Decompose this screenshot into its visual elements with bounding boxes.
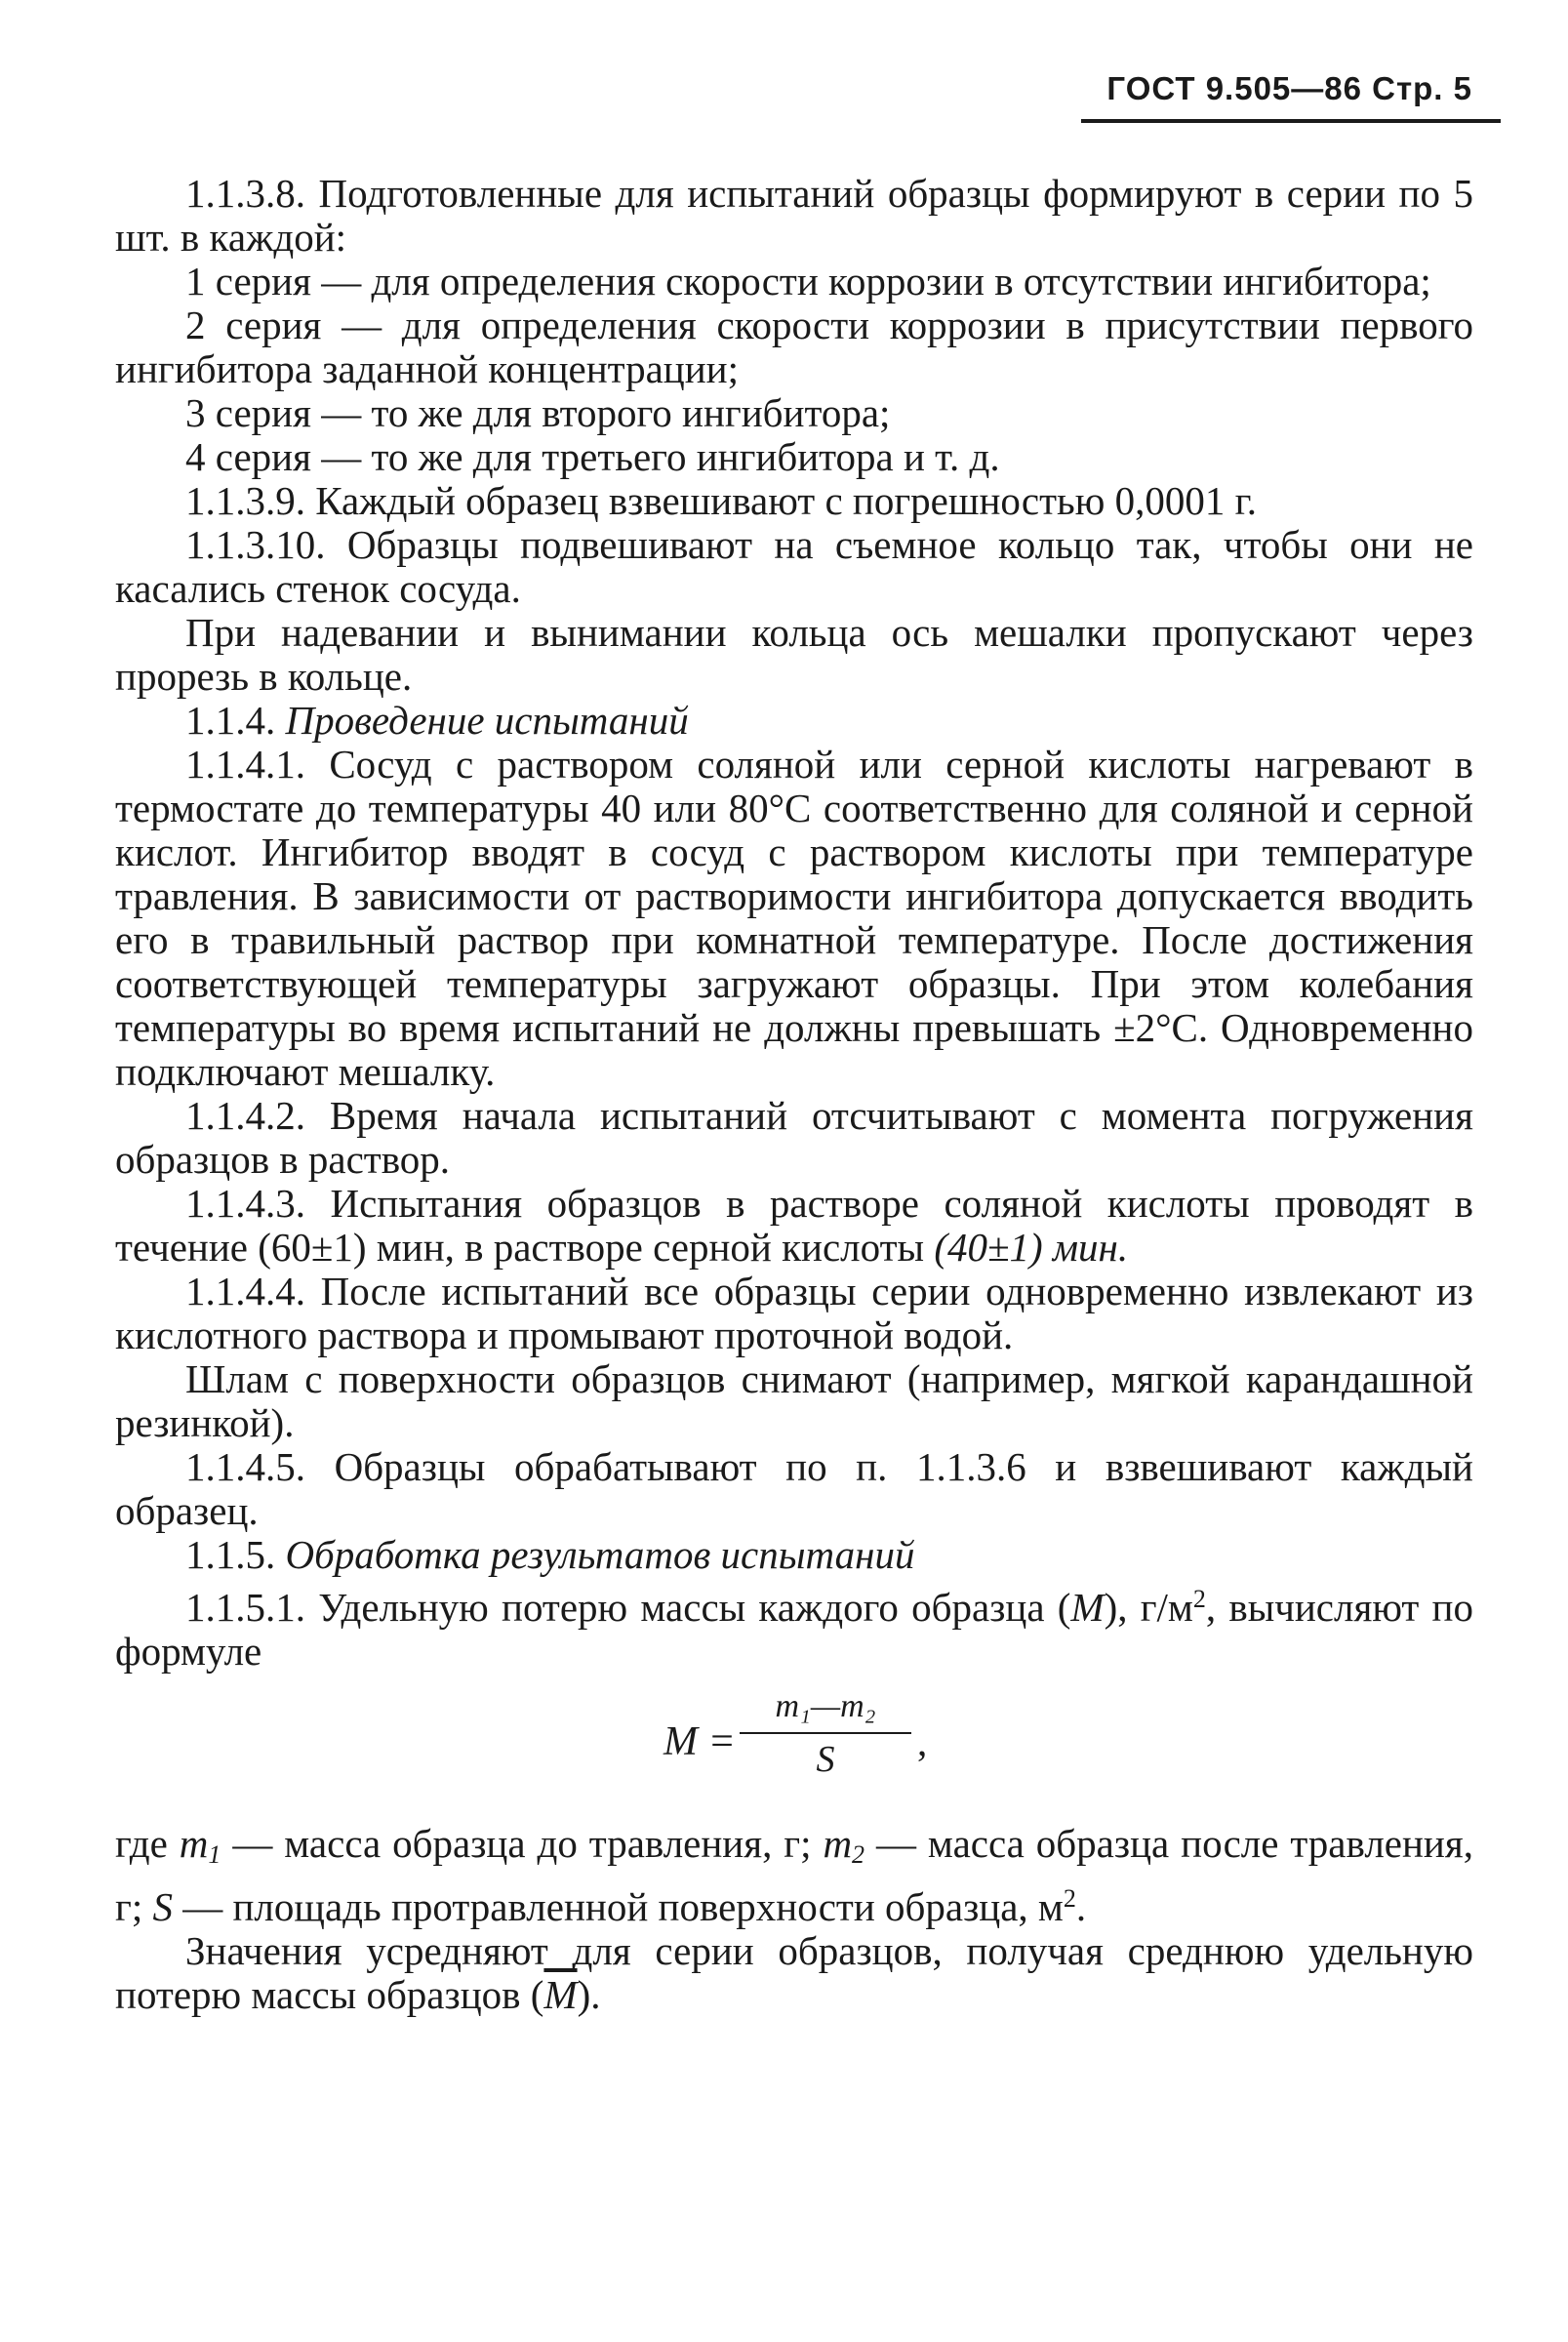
paragraph-1-1-4-4: 1.1.4.4. После испытаний все образцы серии одновременно извлекают из кислотного раствора и промывают проточной водой. xyxy=(115,1269,1473,1357)
paragraph-text: 1.1.4.3. Испытания образцов в растворе соляной кислоты проводят в течение (60±1) мин, в растворе серной кислоты xyxy=(115,1181,1473,1270)
series-1: 1 серия — для определения скорости коррозии в отсутствии ингибитора; xyxy=(185,259,1431,303)
section-title: Обработка результатов испытаний xyxy=(285,1532,915,1577)
paragraph-1-1-4-2: 1.1.4.2. Время начала испытаний отсчитывают с момента погружения образцов в раствор. xyxy=(115,1093,1473,1182)
text: . xyxy=(1075,1884,1087,1929)
page-header: ГОСТ 9.505—86 Стр. 5 xyxy=(1106,70,1472,106)
symbol-m1: m xyxy=(179,1821,209,1866)
text: — площадь протравленной поверхности образца, м xyxy=(172,1884,1064,1929)
section-1-1-5-heading xyxy=(115,1533,1473,1577)
text: Значения усредняют для серии образцов, получая среднюю удельную потерю массы образцов ( xyxy=(115,1928,1473,2017)
paragraph-ring: При надевании и вынимании кольца ось мешалки пропускают через прорезь в кольце. xyxy=(115,610,1473,699)
formula-legend xyxy=(115,1822,1473,1929)
text: — масса образца до травления, г; xyxy=(221,1821,824,1866)
text: — масса образца после травления, г; xyxy=(115,1821,1473,1929)
text: где xyxy=(115,1821,180,1866)
formula-denominator: S xyxy=(816,1739,835,1780)
symbol-m: M xyxy=(1070,1585,1105,1630)
paragraph-1-1-4-3 xyxy=(115,1182,1473,1270)
section-title: Проведение испытаний xyxy=(285,698,689,743)
symbol-m2: m xyxy=(823,1821,853,1866)
paragraph-1-1-5-1 xyxy=(115,1577,1473,1674)
text: 1.1.5.1. Удельную потерю массы каждого образца ( xyxy=(185,1585,1071,1630)
formula-fraction xyxy=(740,1687,911,1781)
mass-loss-formula xyxy=(115,1687,1473,1802)
paragraph-averaging xyxy=(115,1929,1473,2017)
paragraph-1-1-3-10: 1.1.3.10. Образцы подвешивают на съемное кольцо так, чтобы они не касались стенок сосуда. xyxy=(115,522,1473,611)
formula-comma: , xyxy=(917,1719,928,1764)
paragraph-1-1-3-9: 1.1.3.9. Каждый образец взвешивают с погрешностью 0,0001 г. xyxy=(185,478,1258,523)
text: , вычисляют по формуле xyxy=(115,1585,1473,1674)
formula-numerator: m₁—m₂ xyxy=(775,1688,876,1724)
superscript: 2 xyxy=(1192,1585,1206,1613)
paragraph-sludge: Шлам с поверхности образцов снимают (например, мягкой карандашной резинкой). xyxy=(115,1356,1473,1445)
paragraph-1-1-3-8: 1.1.3.8. Подготовленные для испытаний образцы формируют в серии по 5 шт. в каждой: xyxy=(115,171,1473,260)
paragraph-1-1-4-5: 1.1.4.5. Образцы обрабатывают по п. 1.1.3.6 и взвешивают каждый образец. xyxy=(115,1444,1473,1533)
subscript: 1 xyxy=(208,1840,221,1869)
section-number: 1.1.4. xyxy=(185,698,276,743)
series-4: 4 серия — то же для третьего ингибитора и т. д. xyxy=(185,434,1000,479)
paragraph-text-italic: (40±1) мин. xyxy=(934,1225,1129,1270)
document-body xyxy=(115,172,1473,2017)
symbol-m-mean: $\overline{M}$ xyxy=(543,1972,578,2017)
series-3: 3 серия — то же для второго ингибитора; xyxy=(185,390,891,435)
superscript: 2 xyxy=(1063,1884,1076,1913)
fraction-bar xyxy=(740,1732,911,1734)
series-2: 2 серия — для определения скорости коррозии в присутствии первого ингибитора заданной концентрации; xyxy=(115,303,1473,391)
symbol-s: S xyxy=(152,1884,173,1929)
header-rule xyxy=(1081,119,1501,123)
text: ), г/м xyxy=(1104,1585,1193,1630)
formula-lhs: M = xyxy=(663,1719,736,1764)
subscript: 2 xyxy=(852,1840,865,1869)
text: ). xyxy=(577,1972,601,2017)
section-number: 1.1.5. xyxy=(185,1532,276,1577)
section-1-1-4-heading xyxy=(115,699,1473,743)
paragraph-1-1-4-1: 1.1.4.1. Сосуд с раствором соляной или серной кислоты нагревают в термостате до температуры 40 или 80°С соответственно для соляной и серной кислот. Ингибитор вводят в сосуд с раствором кислоты при температуре травления. В зависимости от растворимости ингибитора допускается вводить его в травильный раствор при комнатной температуре. После достижения соответствующей температуры загружают образцы. При этом колебания температуры во время испытаний не должны превышать ±2°С. Одновременно подключают мешалку. xyxy=(115,742,1473,1094)
